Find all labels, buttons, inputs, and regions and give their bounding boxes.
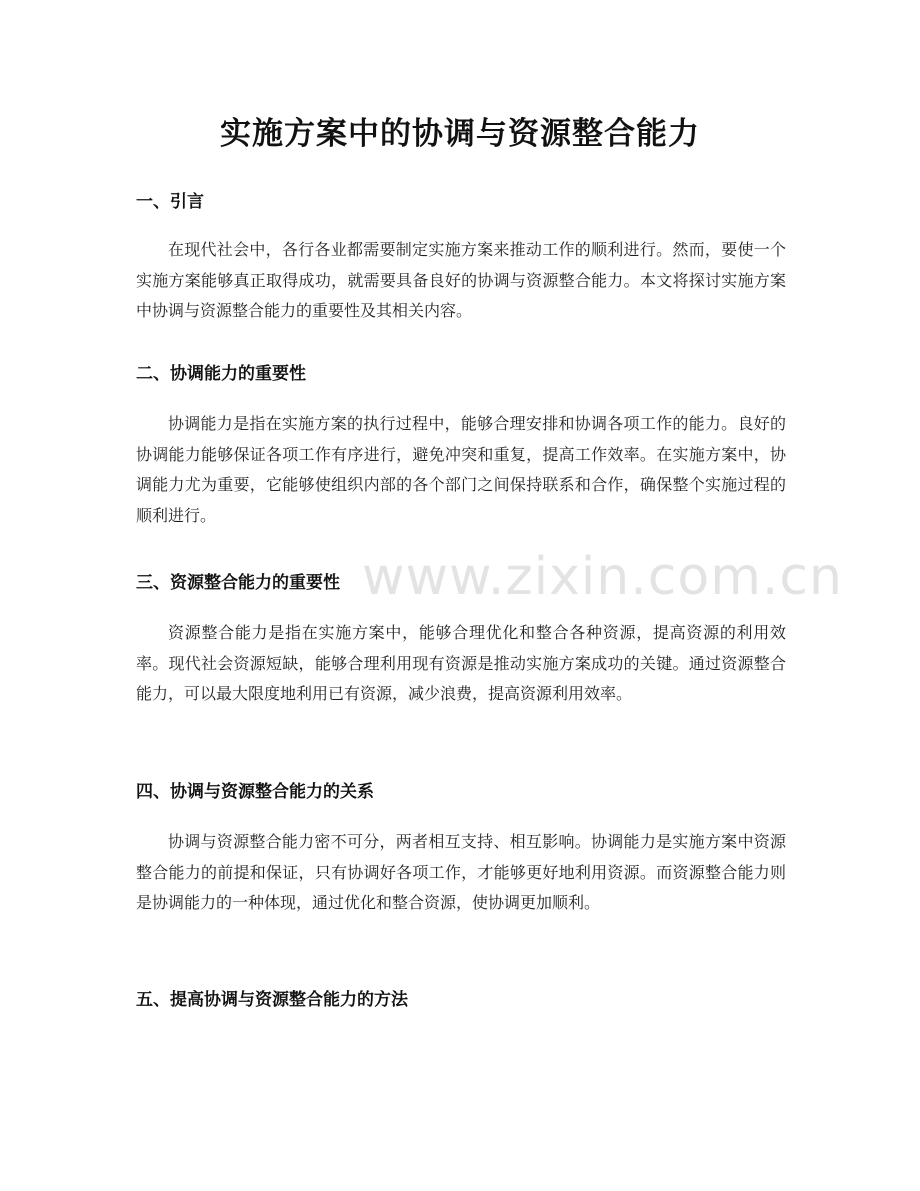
section-methods <box>136 988 786 1012</box>
section-heading: 五、提高协调与资源整合能力的方法 <box>136 990 408 1010</box>
section-heading: 二、协调能力的重要性 <box>136 364 306 384</box>
section-resource-integration <box>136 571 786 710</box>
watermark: www.zixin.com.cn <box>362 547 843 607</box>
section-paragraph: 在现代社会中，各行各业都需要制定实施方案来推动工作的顺利进行。然而，要使一个实施方案能够真正取得成功，就需要具备良好的协调与资源整合能力。本文将探讨实施方案中协调与资源整合能力的重要性及其相关内容。 <box>136 240 786 320</box>
section-relationship <box>136 780 786 919</box>
section-heading: 四、协调与资源整合能力的关系 <box>136 782 374 802</box>
section-paragraph: 协调能力是指在实施方案的执行过程中，能够合理安排和协调各项工作的能力。良好的协调能力能够保证各项工作有序进行，避免冲突和重复，提高工作效率。在实施方案中，协调能力尤为重要，它能够使组织内部的各个部门之间保持联系和合作，确保整个实施过程的顺利进行。 <box>136 414 786 525</box>
section-coordination <box>136 362 786 531</box>
document-title: 实施方案中的协调与资源整合能力 <box>220 116 700 152</box>
section-introduction <box>136 190 786 327</box>
section-heading: 三、资源整合能力的重要性 <box>136 573 340 593</box>
section-paragraph: 协调与资源整合能力密不可分，两者相互支持、相互影响。协调能力是实施方案中资源整合能力的前提和保证，只有协调好各项工作，才能够更好地利用资源。而资源整合能力则是协调能力的一种体现，通过优化和整合资源，使协调更加顺利。 <box>136 832 786 912</box>
section-paragraph: 资源整合能力是指在实施方案中，能够合理优化和整合各种资源，提高资源的利用效率。现代社会资源短缺，能够合理利用现有资源是推动实施方案成功的关键。通过资源整合能力，可以最大限度地利用已有资源，减少浪费，提高资源利用效率。 <box>136 623 786 703</box>
section-heading: 一、引言 <box>136 192 204 212</box>
